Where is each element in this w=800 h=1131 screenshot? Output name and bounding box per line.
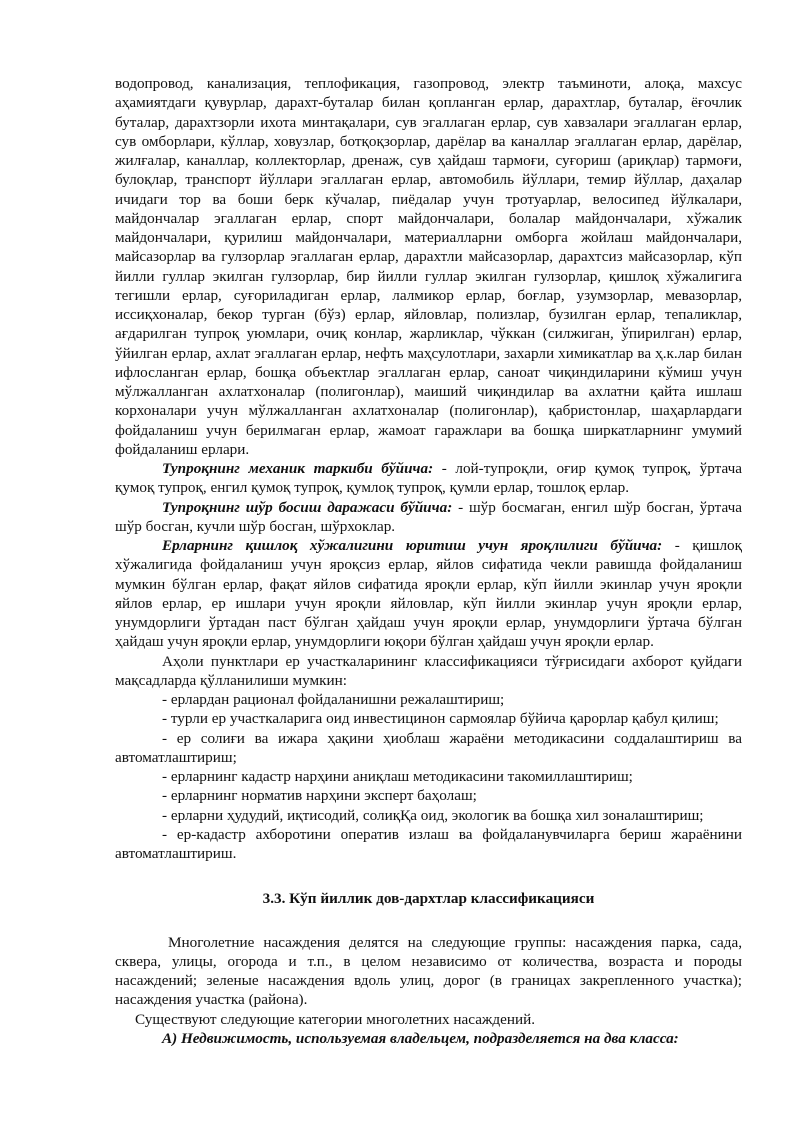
paragraph-russian-class-a: А) Недвижимость, используемая владельцем, подразделяется на два класса: bbox=[162, 1029, 679, 1047]
soil-texture-label: Тупроқнинг механик таркиби бўйича: bbox=[162, 460, 434, 477]
list-item: - ер-кадастр ахборотини оператив излаш ва фойдаланувчиларга бериш жараёнини автоматлаштириш. bbox=[115, 825, 742, 862]
paragraph-salinity bbox=[115, 498, 742, 537]
document-page bbox=[115, 74, 742, 1048]
paragraph-land-types: водопровод, канализация, теплофикация, газопровод, электр таъминоти, алоқа, махсус аҳамиятдаги қувурлар, дарахт-буталар билан қопланган ерлар, дарахтлар, буталар, ёғочлик буталар, дарахтзорли ихота минтақалари, сув эгаллаган ерлар, сув хавзалари эгаллаган ерлар, сув омборлари, кўллар, ховузлар, ботқоқзорлар, дарёлар ва каналлар эгаллаган ерлар, дарёлар, жилғалар, каналлар, коллекторлар, дренаж, сув ҳайдаш тармоғи, суғориш (ариқлар) тармоғи, булоқлар, транспорт йўллари эгаллаган ерлар, автомобиль йўллари, темир йўллар, даҳалар ичидаги тор ва боши берк кўчалар, пиёдалар учун тротуарлар, велосипед йўлкалари, майдончалар эгаллаган ерлар, спорт майдончалари, болалар майдончалари, хўжалик майдончалари, қурилиш майдончалари, материалларни омборга жойлаш майдончалари, майсазорлар ва гулзорлар эгаллаган ерлар, дарахтли майсазорлар, дарахтсиз майсазорлар, кўп йилли гуллар экилган гулзорлар, бир йилли гуллар экилган гулзорлар, қишлоқ хўжалигига тегишли ерлар, суғориладиган ерлар, лалмикор ерлар, боғлар, узумзорлар, мевазорлар, иссиқхоналар, бекор турган (бўз) ерлар, яйловлар, полизлар, бузилган ерлар, тепаликлар, ағдарилган тупроқ уюмлари, очиқ конлар, жарликлар, чўккан (силжиган, ўпирилган) ерлар, ўйилган ерлар, ахлат эгаллаган ерлар, нефть маҳсулотлари, захарли химикатлар ва ҳ.к.лар билан ифлосланган ерлар, бошқа объектлар эгаллаган ерлар, саноат чиқиндиларини кўмиш учун мўлжалланган ахлатхоналар (полигонлар), маиший чиқиндилар ва ахлатни қайта ишлаш корхоналари учун мўлжалланган ахлатхоналар (полигонлар), қабристонлар, шаҳарлардаги фойдаланиш учун берилмаган ерлар, жамоат гаражлари ва бошқа ширкатларнинг умумий фойдаланиш ерлари. bbox=[115, 75, 742, 458]
soil-texture-text: - лой-тупроқли, оғир қумоқ тупроқ, ўртача қумоқ тупроқ, енгил қумоқ тупроқ, қумлоқ тупроқ, қумли ерлар, тошлоқ ерлар. bbox=[115, 460, 743, 497]
suitability-label: Ерларнинг қишлоқ хўжалигини юритиш учун яроқлилиги бўйича: bbox=[162, 537, 663, 554]
paragraph-suitability bbox=[115, 536, 742, 652]
list-item: - ерлардан рационал фойдаланишни режалаштириш; bbox=[162, 691, 505, 708]
paragraph-classification-purpose: Аҳоли пунктлари ер участкаларининг классификацияси тўғрисидаги ахборот қуйдаги мақсадларда қўлланилиши мумкин: bbox=[115, 652, 742, 689]
section-heading: 3.3. Кўп йиллик дов-дархтлар классификацияси bbox=[262, 890, 595, 908]
salinity-label: Тупроқнинг шўр босиш даражаси бўйича: bbox=[162, 498, 453, 516]
list-item: - ерларнинг норматив нарҳини эксперт баҳолаш; bbox=[162, 787, 477, 805]
paragraph-russian-categories: Существуют следующие категории многолетних насаждений. bbox=[135, 1010, 536, 1028]
salinity-text: - шўр босмаган, енгил шўр босган, ўртача шўр босган, кучли шўр босган, шўрхоклар. bbox=[115, 498, 742, 535]
list-item: - турли ер участкаларига оид инвестицинон сармоялар бўйича қарорлар қабул қилиш; bbox=[162, 710, 719, 728]
paragraph-russian-groups: Многолетние насаждения делятся на следующие группы: насаждения парка, сада, сквера, улицы, огорода и т.п., в целом независимо от количества, возраста и породы насаждений; зеленые насаждения вдоль улиц, дорог (в границах закрепленного участка); насаждения участка (района). bbox=[115, 933, 742, 1009]
list-item: - ерларнинг кадастр нарҳини аниқлаш методикасини такомиллаштириш; bbox=[162, 768, 633, 785]
list-item: - ер солиғи ва ижара ҳақини ҳиоблаш жараёни методикасини соддалаштириш ва автоматлаштириш; bbox=[115, 729, 742, 766]
paragraph-soil-texture bbox=[115, 459, 742, 498]
list-item: - ерларни ҳудудий, иқтисодий, солиқҚа оид, экологик ва бошқа хил зоналаштириш; bbox=[162, 806, 704, 824]
suitability-text: - қишлоқ хўжалигида фойдаланиш учун яроқсиз ерлар, яйлов сифатида чекли равишда фойдаланиш мумкин бўлган ерлар, фақат яйлов сифатида яроқли ерлар, кўп йилли экинлар учун яроқли яйлов ерлар, ер ишлари учун яроқли яйловлар, кўп йилли экинлар учун яроқли ерлар, унумдорлиги ўртадан паст бўлган ҳайдаш учун яроқли ерлар, унумдорлиги ўртача бўлган ҳайдаш учун яроқли ерлар, унумдорлиги юқори бўлган ҳайдаш учун яроқли ерлар. bbox=[115, 537, 743, 651]
